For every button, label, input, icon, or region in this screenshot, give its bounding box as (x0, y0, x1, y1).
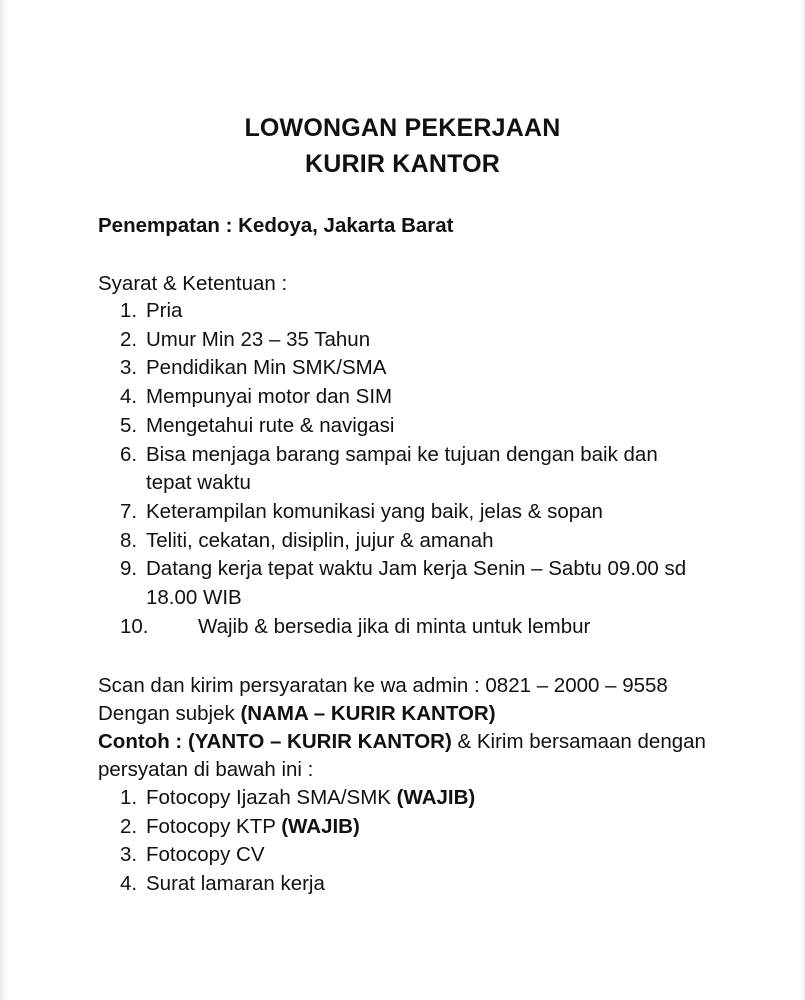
example-line (98, 728, 706, 756)
item-text: Datang kerja tepat waktu Jam kerja Senin – Sabtu 09.00 sd (146, 557, 687, 581)
list-item (120, 527, 686, 556)
item-number: 6. (120, 442, 138, 466)
item-number: 3. (120, 843, 138, 867)
subject-line (98, 700, 496, 728)
item-number: 2. (120, 327, 138, 351)
item-number: 1. (120, 299, 138, 322)
title-line-2: KURIR KANTOR (305, 150, 500, 178)
item-text: Teliti, cekatan, disiplin, jujur & amanah (146, 528, 494, 552)
placement-text: Penempatan : Kedoya, Jakarta Barat (98, 214, 454, 237)
item-text: Fotocopy CV (146, 843, 265, 867)
item-number: 7. (120, 499, 138, 523)
item-text: Umur Min 23 – 35 Tahun (146, 327, 371, 351)
item-text: Pendidikan Min SMK/SMA (146, 356, 387, 380)
list-item (120, 326, 686, 355)
item-number: 2. (120, 814, 138, 838)
item-text: Mempunyai motor dan SIM (146, 385, 393, 409)
item-number: 4. (120, 385, 138, 409)
subject-prefix: Dengan subjek (98, 702, 241, 725)
example-rest: & Kirim bersamaan dengan (451, 730, 706, 753)
item-text: Bisa menjaga barang sampai ke tujuan dengan baik dan (146, 442, 658, 466)
requirements-heading: Syarat & Ketentuan : (98, 272, 288, 295)
list-item (120, 841, 475, 870)
item-text-continued: tepat waktu (146, 471, 251, 495)
list-item (120, 555, 686, 612)
item-number: 8. (120, 528, 138, 552)
list-item (120, 297, 686, 326)
list-item (120, 813, 475, 842)
documents-intro: persyatan di bawah ini : (98, 758, 314, 781)
item-text: Pria (146, 299, 183, 322)
item-number: 5. (120, 413, 138, 437)
contact-line: Scan dan kirim persyaratan ke wa admin : 0821 – 2000 – 9558 (98, 674, 668, 697)
list-item (120, 412, 686, 441)
item-text: Surat lamaran kerja (146, 872, 325, 896)
list-item (120, 441, 686, 498)
required-tag: (WAJIB) (281, 814, 360, 838)
list-item (120, 498, 686, 527)
item-text: Fotocopy Ijazah SMA/SMK (146, 786, 397, 809)
documents-list (120, 784, 475, 899)
item-number: 10. (120, 614, 149, 638)
list-item (120, 613, 686, 642)
list-item (120, 383, 686, 412)
item-text: Mengetahui rute & navigasi (146, 413, 395, 437)
list-item (120, 354, 686, 383)
item-text: Fotocopy KTP (146, 814, 282, 838)
subject-format: (NAMA – KURIR KANTOR) (240, 702, 496, 725)
item-text-continued: 18.00 WIB (146, 586, 242, 610)
item-number: 3. (120, 356, 138, 380)
example-subject: Contoh : (YANTO – KURIR KANTOR) (98, 730, 452, 753)
required-tag: (WAJIB) (396, 786, 476, 809)
item-number: 4. (120, 872, 138, 896)
list-item (120, 870, 475, 899)
item-text: Keterampilan komunikasi yang baik, jelas & sopan (146, 499, 603, 523)
item-text: Wajib & bersedia jika di minta untuk lembur (198, 614, 591, 638)
list-item (120, 784, 475, 813)
item-number: 1. (120, 786, 138, 809)
item-number: 9. (120, 557, 138, 581)
title-line-1: LOWONGAN PEKERJAAN (244, 114, 561, 142)
requirements-list (120, 297, 686, 641)
